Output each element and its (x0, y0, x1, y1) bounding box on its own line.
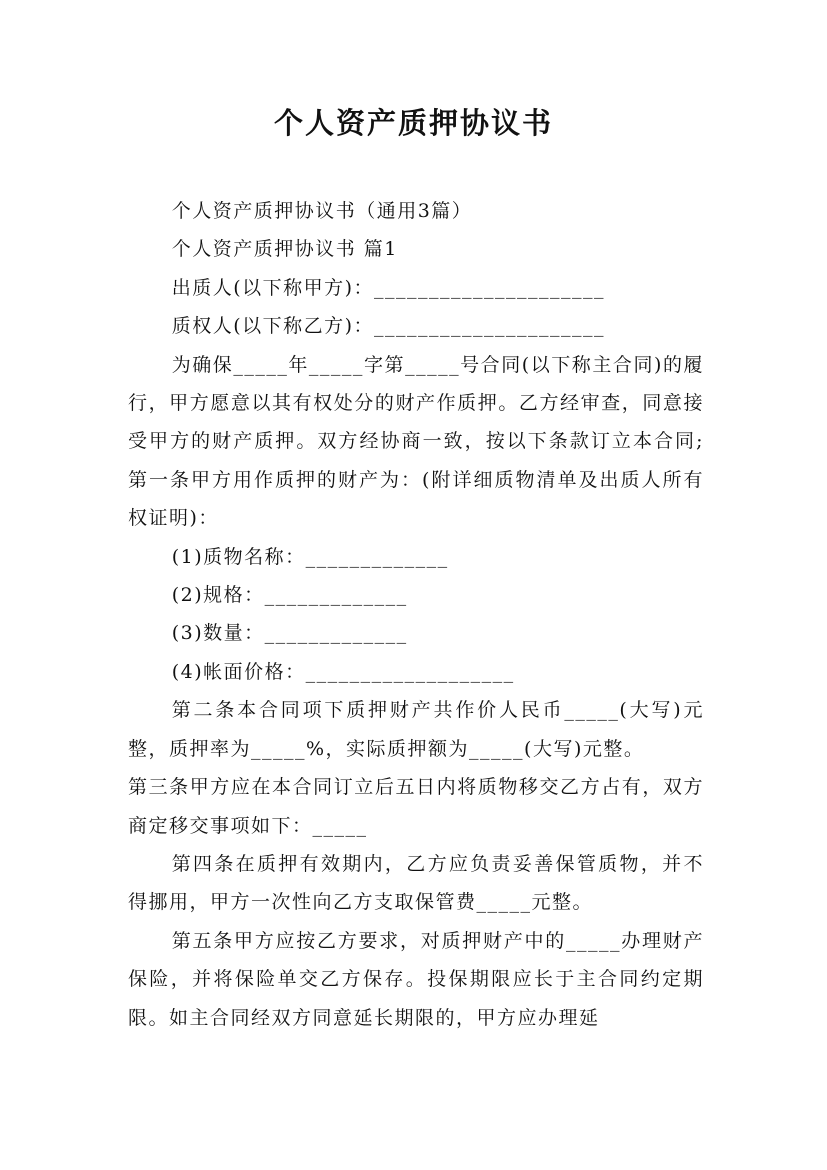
paragraph-item-name: (1)质物名称：_____________ (171, 545, 449, 568)
paragraph-item-spec: (2)规格：_____________ (171, 584, 408, 607)
paragraph-pledgee: 质权人(以下称乙方)：_____________________ (171, 315, 606, 338)
paragraph-article-2: 第二条本合同项下质押财产共作价人民币_____(大写)元整，质押率为_____%，实际质押额为_____(大写)元整。 (128, 699, 704, 760)
paragraph-article-4: 第四条在质押有效期内，乙方应负责妥善保管质物，并不得挪用，甲方一次性向乙方支取保管费_____元整。 (128, 852, 704, 914)
paragraph-item-book-value: (4)帐面价格：___________________ (171, 660, 515, 683)
paragraph-preamble: 为确保_____年_____字第_____号合同(以下称主合同)的履行，甲方愿意以其有权处分的财产作质押。乙方经审查，同意接受甲方的财产质押。双方经协商一致，按以下条款订立本合同;第一条甲方用作质押的财产为：(附详细质物清单及出质人所有权证明)： (128, 353, 704, 530)
paragraph-article-5: 第五条甲方应按乙方要求，对质押财产中的_____办理财产保险，并将保险单交乙方保存。投保期限应长于主合同约定期限。如主合同经双方同意延长期限的，甲方应办理延 (128, 929, 704, 1029)
document-title: 个人资产质押协议书 (273, 106, 553, 140)
paragraph-subtitle: 个人资产质押协议书（通用3篇） (171, 200, 473, 222)
paragraph-item-quantity: (3)数量：_____________ (171, 622, 408, 645)
paragraph-section-heading: 个人资产质押协议书 篇1 (171, 238, 398, 261)
paragraph-pledgor: 出质人(以下称甲方)：_____________________ (171, 276, 606, 299)
paragraph-article-3: 第三条甲方应在本合同订立后五日内将质物移交乙方占有，双方商定移交事项如下：_____ (128, 776, 704, 837)
document-body (128, 192, 704, 1037)
